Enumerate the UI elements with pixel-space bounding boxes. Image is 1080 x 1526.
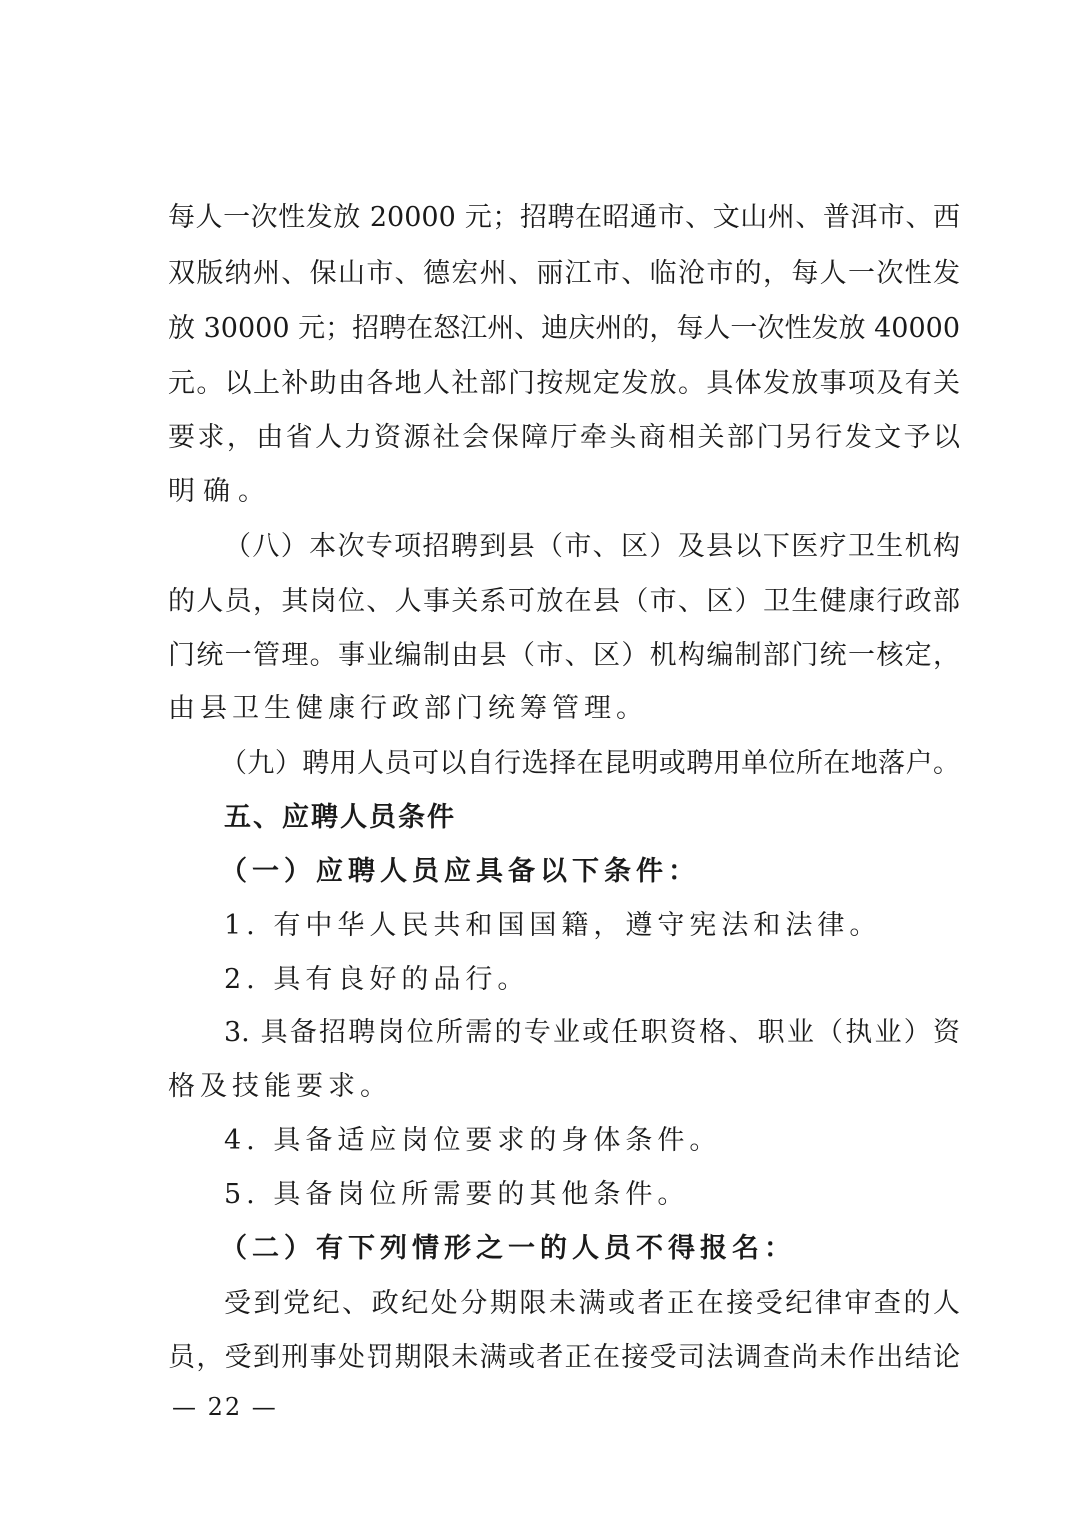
- paragraph-line: 放 30000 元；招聘在怒江州、迪庆州的，每人一次性发放 40000: [168, 313, 960, 344]
- page-number: — 22 —: [172, 1393, 278, 1421]
- list-item-continuation: 格及技能要求。: [168, 1071, 392, 1102]
- paragraph-line: 要求，由省人力资源社会保障厅牵头商相关部门另行发文予以: [168, 422, 960, 453]
- list-item: 3. 具备招聘岗位所需的专业或任职资格、职业（执业）资: [224, 1017, 960, 1048]
- paragraph-line: 的人员，其岗位、人事关系可放在县（市、区）卫生健康行政部: [168, 586, 960, 617]
- list-item: 2. 具有良好的品行。: [224, 964, 530, 995]
- list-item: 1. 有中华人民共和国国籍，遵守宪法和法律。: [224, 910, 882, 941]
- paragraph-line: 每人一次性发放 20000 元；招聘在昭通市、文山州、普洱市、西: [168, 202, 960, 233]
- subsection-heading: （二）有下列情形之一的人员不得报名：: [220, 1233, 796, 1264]
- list-item: 5. 具备岗位所需要的其他条件。: [224, 1179, 690, 1210]
- paragraph-line: （八）本次专项招聘到县（市、区）及县以下医疗卫生机构: [224, 531, 960, 562]
- list-item: 4. 具备适应岗位要求的身体条件。: [224, 1125, 722, 1156]
- paragraph-line: 双版纳州、保山市、德宏州、丽江市、临沧市的，每人一次性发: [168, 258, 960, 289]
- paragraph-line: 由县卫生健康行政部门统筹管理。: [168, 693, 648, 724]
- paragraph-line: 员，受到刑事处罚期限未满或者正在接受司法调查尚未作出结论: [168, 1342, 960, 1373]
- paragraph-line: 受到党纪、政纪处分期限未满或者正在接受纪律审查的人: [224, 1288, 960, 1319]
- subsection-heading: （一）应聘人员应具备以下条件：: [220, 856, 700, 887]
- paragraph-line: 明确。: [168, 476, 273, 507]
- paragraph-line: 门统一管理。事业编制由县（市、区）机构编制部门统一核定，: [168, 640, 960, 671]
- paragraph-line: （九）聘用人员可以自行选择在昆明或聘用单位所在地落户。: [220, 748, 960, 779]
- section-heading: 五、应聘人员条件: [224, 802, 456, 833]
- paragraph-line: 元。以上补助由各地人社部门按规定发放。具体发放事项及有关: [168, 368, 960, 399]
